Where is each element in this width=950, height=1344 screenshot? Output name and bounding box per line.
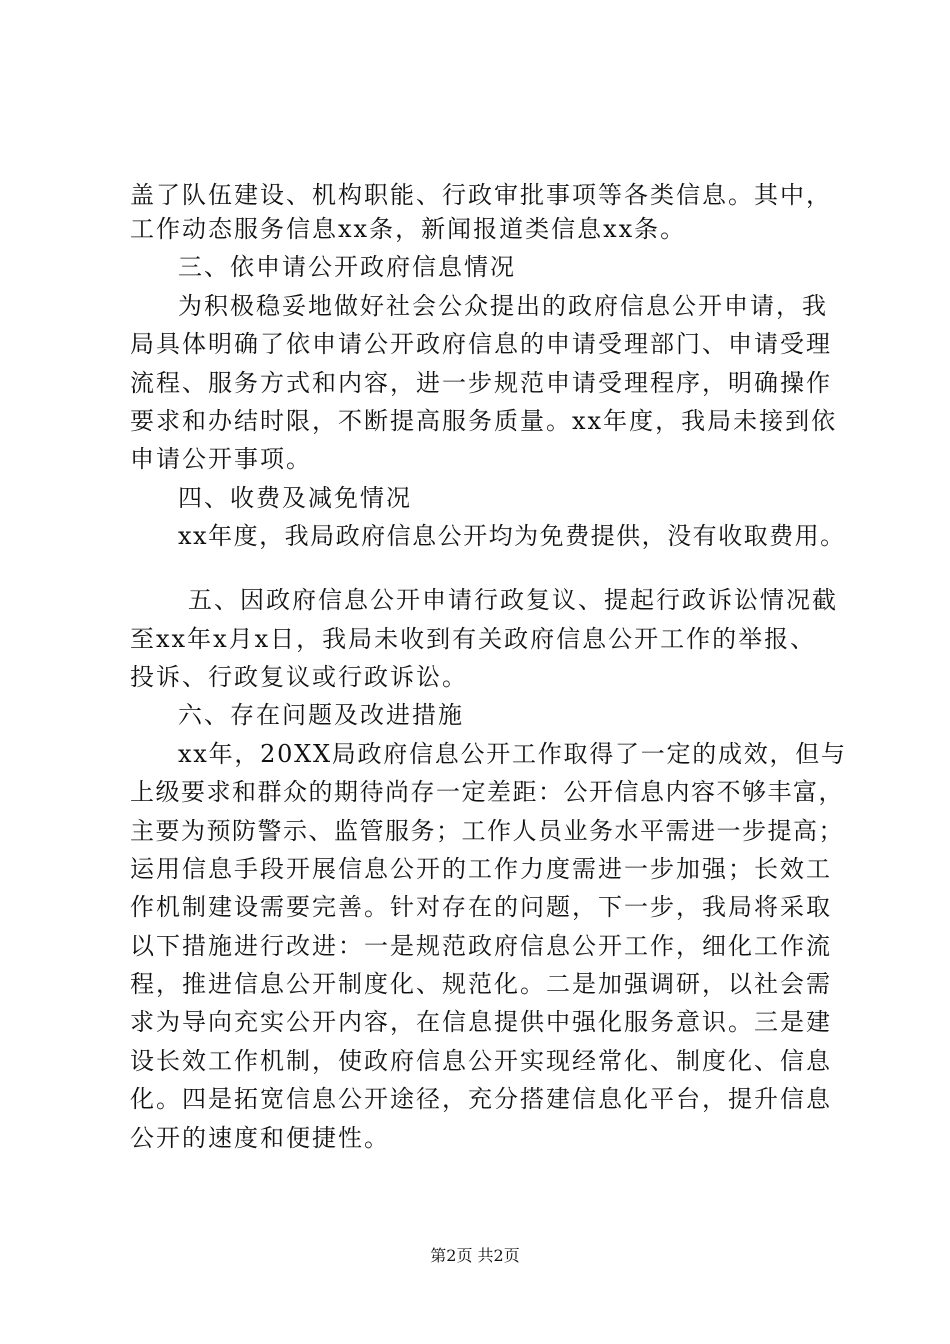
- text-line-8: 申请公开事项。: [130, 445, 312, 473]
- text-line-22: 求为导向充实公开内容，在信息提供中强化服务意识。三是建: [130, 1008, 832, 1036]
- text-line-19: 作机制建设需要完善。针对存在的问题，下一步，我局将采取: [130, 893, 832, 921]
- page-footer: 第2页 共2页: [430, 1246, 520, 1265]
- text-line-17: 主要为预防警示、监管服务；工作人员业务水平需进一步提高；: [130, 817, 844, 845]
- text-line-5: 局具体明确了依申请公开政府信息的申请受理部门、申请受理: [130, 330, 832, 358]
- text-line-25: 公开的速度和便捷性。: [130, 1124, 390, 1152]
- text-line-20: 以下措施进行改进：一是规范政府信息公开工作，细化工作流: [130, 932, 832, 960]
- text-line-10: xx年度，我局政府信息公开均为免费提供，没有收取费用。: [178, 522, 846, 550]
- text-line-7: 要求和办结时限，不断提高服务质量。xx年度，我局未接到依: [130, 407, 838, 435]
- section-heading-6: 六、存在问题及改进措施: [178, 701, 464, 729]
- section-heading-3: 三、依申请公开政府信息情况: [178, 253, 516, 281]
- text-line-2: 工作动态服务信息xx条，新闻报道类信息xx条。: [130, 215, 687, 243]
- text-line-1: 盖了队伍建设、机构职能、行政审批事项等各类信息。其中，: [130, 181, 832, 209]
- text-line-4: 为积极稳妥地做好社会公众提出的政府信息公开申请，我: [178, 292, 828, 320]
- section-heading-4: 四、收费及减免情况: [178, 484, 412, 512]
- text-line-15: xx年，20XX局政府信息公开工作取得了一定的成效，但与: [178, 740, 847, 768]
- section-heading-5: 五、因政府信息公开申请行政复议、提起行政诉讼情况截: [188, 586, 838, 614]
- text-line-18: 运用信息手段开展信息公开的工作力度需进一步加强；长效工: [130, 855, 832, 883]
- text-line-21: 程，推进信息公开制度化、规范化。二是加强调研，以社会需: [130, 970, 832, 998]
- text-line-16: 上级要求和群众的期待尚存一定差距：公开信息内容不够丰富，: [130, 778, 844, 806]
- text-line-23: 设长效工作机制，使政府信息公开实现经常化、制度化、信息: [130, 1047, 832, 1075]
- text-line-6: 流程、服务方式和内容，进一步规范申请受理程序，明确操作: [130, 369, 832, 397]
- text-line-12: 至xx年x月x日，我局未收到有关政府信息公开工作的举报、: [130, 625, 817, 653]
- text-line-13: 投诉、行政复议或行政诉讼。: [130, 663, 468, 691]
- text-line-24: 化。四是拓宽信息公开途径，充分搭建信息化平台，提升信息: [130, 1085, 832, 1113]
